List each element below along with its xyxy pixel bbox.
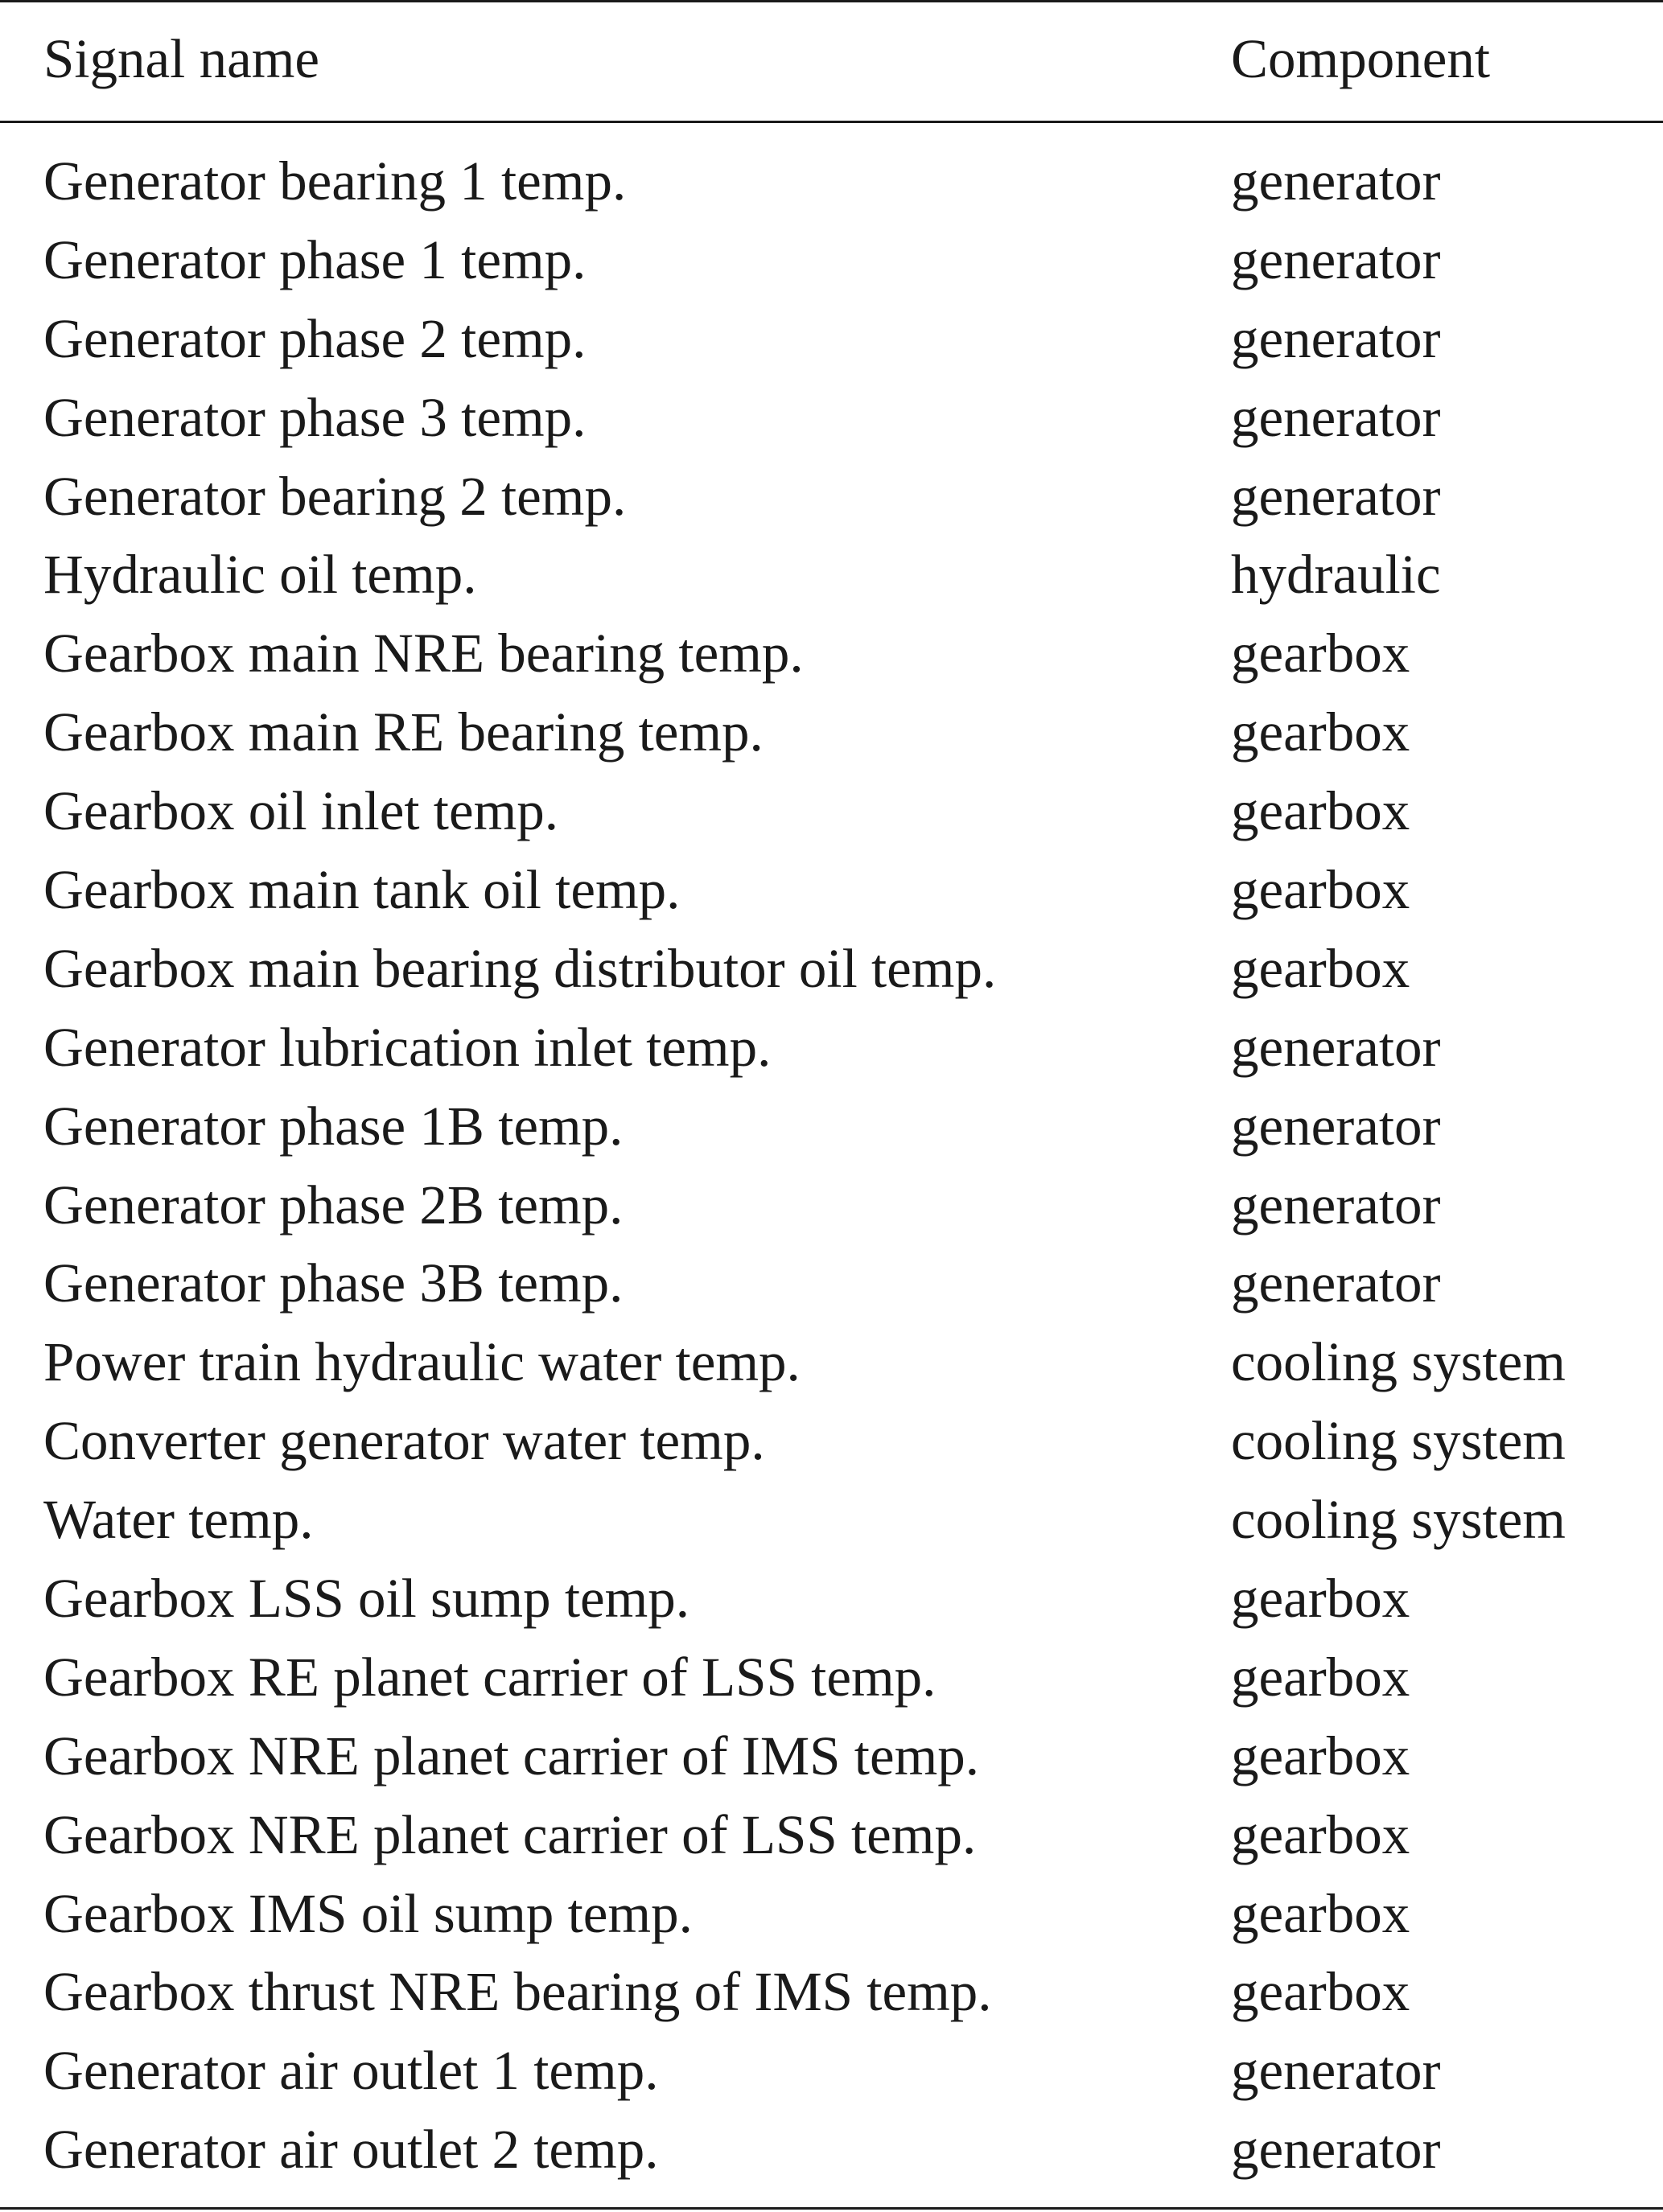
table-top-rule [0, 0, 1663, 2]
table-row [0, 142, 1663, 220]
table-row [0, 378, 1663, 457]
table-row [0, 693, 1663, 771]
table-row [0, 1559, 1663, 1638]
table-row [0, 1401, 1663, 1480]
table-bottom-rule [0, 2207, 1663, 2210]
signal-name-cell: Generator bearing 2 temp. [43, 465, 627, 527]
signal-name-cell: Generator phase 3B temp. [43, 1252, 624, 1314]
signal-name-cell: Generator air outlet 2 temp. [43, 2119, 659, 2181]
signal-name-cell: Generator phase 1 temp. [43, 228, 587, 290]
table-row [0, 1638, 1663, 1717]
component-cell: cooling system [1231, 1410, 1566, 1472]
signal-name-cell: Gearbox LSS oil sump temp. [43, 1568, 690, 1630]
table-header-rule [0, 121, 1663, 123]
table-row [0, 1795, 1663, 1874]
signal-name-cell: Gearbox main tank oil temp. [43, 859, 681, 921]
table-row [0, 771, 1663, 850]
table-row [0, 929, 1663, 1008]
table-row [0, 299, 1663, 378]
header-signal-name: Signal name [43, 28, 320, 89]
table-row [0, 1322, 1663, 1401]
component-cell: gearbox [1231, 1882, 1410, 1944]
signal-name-cell: Gearbox main NRE bearing temp. [43, 623, 804, 685]
signal-name-cell: Gearbox NRE planet carrier of IMS temp. [43, 1725, 980, 1786]
signal-name-cell: Gearbox IMS oil sump temp. [43, 1882, 693, 1944]
component-cell: generator [1231, 2119, 1441, 2181]
component-cell: generator [1231, 2040, 1441, 2102]
table-row [0, 1166, 1663, 1244]
signal-name-cell: Power train hydraulic water temp. [43, 1331, 801, 1393]
signal-name-cell: Generator phase 2B temp. [43, 1174, 624, 1236]
component-cell: gearbox [1231, 1725, 1410, 1786]
table-row [0, 614, 1663, 693]
table-row [0, 2031, 1663, 2110]
component-cell: cooling system [1231, 1331, 1566, 1393]
signal-name-cell: Generator air outlet 1 temp. [43, 2040, 659, 2102]
component-cell: gearbox [1231, 937, 1410, 999]
table-row [0, 457, 1663, 536]
component-cell: generator [1231, 150, 1441, 212]
signal-name-cell: Gearbox RE planet carrier of LSS temp. [43, 1646, 936, 1708]
signal-name-cell: Converter generator water temp. [43, 1410, 765, 1472]
component-cell: hydraulic [1231, 544, 1441, 606]
component-cell: generator [1231, 1174, 1441, 1236]
table-row [0, 1480, 1663, 1559]
header-component: Component [1231, 28, 1490, 89]
component-cell: gearbox [1231, 1803, 1410, 1865]
component-cell: gearbox [1231, 780, 1410, 842]
component-cell: gearbox [1231, 1568, 1410, 1630]
table-row [0, 220, 1663, 299]
component-cell: generator [1231, 307, 1441, 369]
table-row [0, 1087, 1663, 1166]
component-cell: cooling system [1231, 1489, 1566, 1551]
component-cell: generator [1231, 228, 1441, 290]
table-row [0, 1008, 1663, 1087]
component-cell: generator [1231, 465, 1441, 527]
component-cell: generator [1231, 1252, 1441, 1314]
table-body [0, 142, 1663, 2189]
table-row [0, 1717, 1663, 1795]
table-row [0, 2110, 1663, 2189]
component-cell: generator [1231, 386, 1441, 448]
component-cell: generator [1231, 1016, 1441, 1078]
table-row [0, 535, 1663, 614]
table-row [0, 850, 1663, 929]
signal-name-cell: Water temp. [43, 1489, 314, 1551]
table-row [0, 1244, 1663, 1322]
signal-name-cell: Generator phase 3 temp. [43, 386, 587, 448]
table-row [0, 1952, 1663, 2031]
signal-name-cell: Gearbox main bearing distributor oil temp. [43, 937, 997, 999]
component-cell: gearbox [1231, 1961, 1410, 2023]
signal-name-cell: Gearbox oil inlet temp. [43, 780, 559, 842]
signal-name-cell: Gearbox main RE bearing temp. [43, 701, 764, 763]
component-cell: gearbox [1231, 701, 1410, 763]
signal-name-cell: Hydraulic oil temp. [43, 544, 477, 606]
component-cell: gearbox [1231, 623, 1410, 685]
table-row [0, 1874, 1663, 1953]
signal-name-cell: Gearbox NRE planet carrier of LSS temp. [43, 1803, 977, 1865]
signal-name-cell: Generator bearing 1 temp. [43, 150, 627, 212]
signal-name-cell: Gearbox thrust NRE bearing of IMS temp. [43, 1961, 992, 2023]
component-cell: gearbox [1231, 859, 1410, 921]
signal-name-cell: Generator phase 2 temp. [43, 307, 587, 369]
component-cell: gearbox [1231, 1646, 1410, 1708]
signal-name-cell: Generator phase 1B temp. [43, 1095, 624, 1157]
signal-name-cell: Generator lubrication inlet temp. [43, 1016, 772, 1078]
component-cell: generator [1231, 1095, 1441, 1157]
